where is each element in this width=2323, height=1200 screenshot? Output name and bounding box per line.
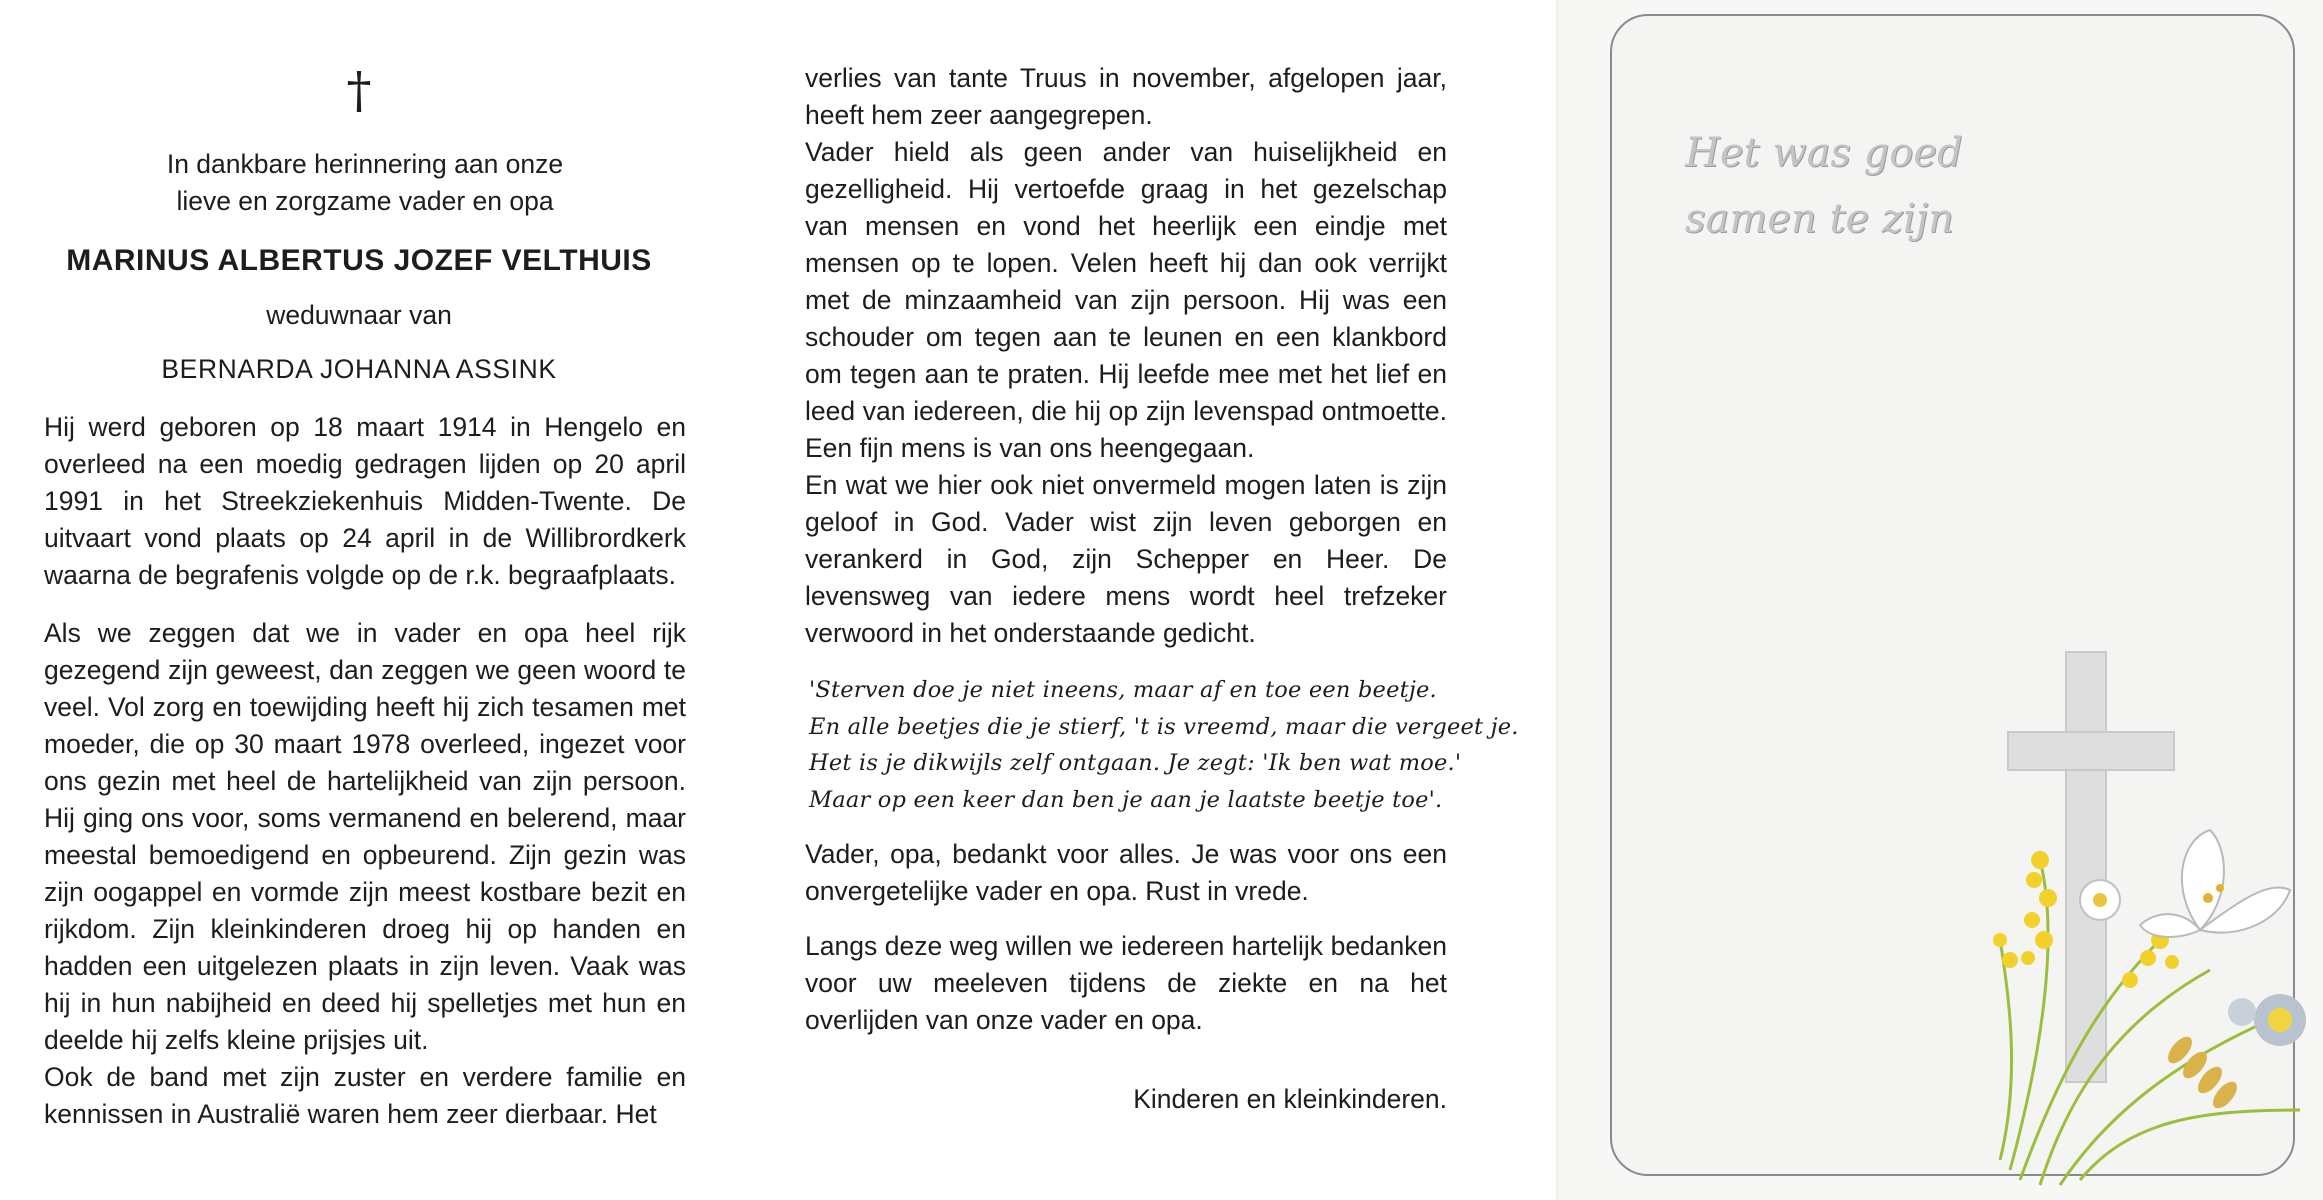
character-paragraph: Vader hield als geen ander van huiselijkheid en gezelligheid. Hij vertoefde graag in het gezelschap van mensen en vond het heerlijk een eindje met mensen op te lopen. Velen heeft hij dan ook verrijkt met de minzaamheid van zijn persoon. Hij was een schouder om tegen aan te leunen en een klankbord om tegen aan te praten. Hij leefde mee met het lief en leed van iedereen, die hij op zijn levenspad ontmoette. Een fijn mens is van ons heengegaan. [805,137,1447,463]
faith-paragraph: En wat we hier ook niet onvermeld mogen laten is zijn geloof in God. Vader wist zijn leven geborgen en verankerd in God, zijn Schepper en Heer. De levensweg van iedere mens wordt heel trefzeker verwoord in het onderstaande gedicht. [805,470,1447,648]
intro-text [44,146,686,220]
cross-icon: † [346,61,372,119]
card-fold-edge [1556,0,1559,1200]
cross-with-flowers-icon [1980,640,2320,1200]
left-column [44,60,686,1133]
card-title-line: Het was goed [1685,130,1963,176]
poem-line: Het is je dikwijls zelf ontgaan. Je zegt: 'Ik ben wat moe.' [809,750,1462,776]
poem-line: 'Sterven doe je niet ineens, maar af en toe een beetje. [809,677,1437,703]
middle-column [805,60,1519,1118]
intro-line: lieve en zorgzame vader en opa [176,186,554,216]
family-paragraph: Ook de band met zijn zuster en verdere familie en kennissen in Australië waren hem zeer dierbaar. Het [44,1062,686,1129]
poem-line: Maar op een keer dan ben je aan je laatste beetje toe'. [809,786,1443,813]
biography-paragraph: Hij werd geboren op 18 maart 1914 in Hengelo en overleed na een moedig gedragen lijden op 20 april 1991 in het Streekziekenhuis Midden-Twente. De uitvaart vond plaats op 24 april in de Willibrordkerk waarna de begrafenis volgde op de r.k. begraafplaats. [44,412,686,590]
card-title-line: samen te zijn [1685,196,1954,242]
farewell-paragraph: Vader, opa, bedankt voor alles. Je was voor ons een onvergetelijke vader en opa. Rust in vrede. [805,839,1447,906]
widow-of-label: weduwnaar van [266,300,452,330]
card-title [1685,120,1963,252]
poem-line: En alle beetjes die je stierf, 't is vreemd, maar die vergeet je. [809,713,1519,740]
poem [809,672,1519,818]
thanks-paragraph: Langs deze weg willen we iedereen hartelijk bedanken voor uw meeleven tijdens de ziekte en na het overlijden van onze vader en opa. [805,931,1447,1035]
loss-paragraph: verlies van tante Truus in november, afgelopen jaar, heeft hem zeer aangegrepen. [805,63,1447,130]
spouse-name: BERNARDA JOHANNA ASSINK [161,354,557,384]
tribute-paragraph: Als we zeggen dat we in vader en opa heel rijk gezegend zijn geweest, dan zeggen we geen woord te veel. Vol zorg en toewijding heeft hij zich tesamen met moeder, die op 30 maart 1978 overleed, ingezet voor ons gezin met heel de hartelijkheid van zijn persoon. Hij ging ons voor, soms vermanend en belerend, maar meestal bemoedigend en opbeurend. Zijn gezin was zijn oogappel en vormde zijn meest kostbare bezit en rijkdom. Zijn kleinkinderen droeg hij op handen en hadden een uitgelezen plaats in zijn leven. Vaak was hij in hun nabijheid en deed hij spelletjes met hun en deelde hij zelfs kleine prijsjes uit. [44,618,686,1055]
deceased-name: MARINUS ALBERTUS JOZEF VELTHUIS [66,244,652,277]
intro-line: In dankbare herinnering aan onze [166,149,564,179]
signature: Kinderen en kleinkinderen. [1133,1084,1447,1114]
